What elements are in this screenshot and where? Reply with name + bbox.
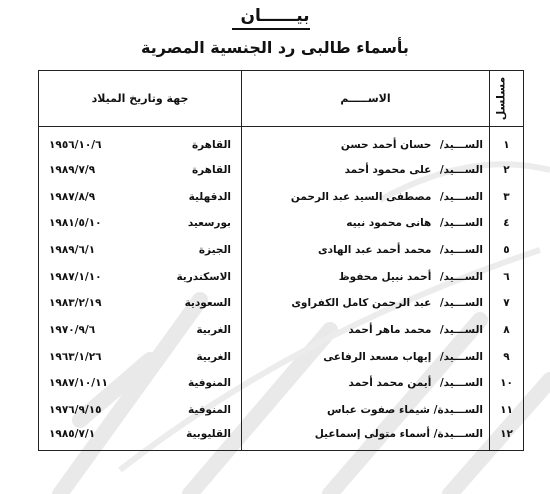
row-birth-cell	[39, 157, 242, 184]
row-birth-wrap	[49, 139, 231, 151]
row-serial: ١	[490, 127, 524, 157]
row-serial: ٩	[490, 343, 524, 370]
row-honorific: الســـيدة/	[433, 428, 483, 441]
row-birthplace: القاهرة	[191, 138, 231, 151]
row-birthplace: الغربية	[196, 350, 231, 363]
table-row	[39, 237, 524, 264]
row-birthdate: ١٩٧٦/٩/١٥	[49, 404, 102, 417]
row-name-cell	[242, 370, 490, 397]
row-name-cell	[242, 343, 490, 370]
table-row	[39, 343, 524, 370]
row-birth-cell	[39, 370, 242, 397]
row-birth-wrap	[49, 404, 231, 416]
applicants-table	[38, 70, 524, 451]
row-birthdate: ١٩٨٣/٢/١٩	[49, 297, 102, 310]
row-serial: ١٢	[490, 423, 524, 450]
table-row	[39, 157, 524, 184]
row-name-cell	[242, 237, 490, 264]
row-name-cell	[242, 397, 490, 424]
row-birth-cell	[39, 290, 242, 317]
row-birthplace: الاسكندرية	[176, 270, 231, 283]
document-subtitle: بأسماء طالبى رد الجنسية المصرية	[141, 38, 409, 57]
row-birthplace: القاهرة	[191, 163, 231, 176]
row-birth-wrap	[49, 271, 231, 283]
row-birth-cell	[39, 127, 242, 157]
table-row	[39, 370, 524, 397]
row-birthplace: الجيزة	[198, 243, 231, 256]
row-birth-wrap	[49, 217, 231, 229]
row-birth-cell	[39, 237, 242, 264]
row-serial: ٨	[490, 317, 524, 344]
row-birth-wrap	[49, 191, 231, 203]
row-honorific: الســـيد/	[439, 190, 483, 203]
column-header-serial: مسلسل	[490, 71, 524, 127]
row-name: شيماء صفوت عباس	[326, 404, 430, 417]
row-birth-wrap	[49, 377, 231, 389]
row-birthplace: القليوبية	[186, 428, 231, 441]
row-honorific: الســـيد/	[439, 270, 483, 283]
row-name: محمد أحمد عبد الهادى	[317, 243, 432, 256]
row-birth-wrap	[49, 324, 231, 336]
table-row	[39, 290, 524, 317]
row-birth-wrap	[49, 351, 231, 363]
row-honorific: الســـيد/	[439, 297, 483, 310]
row-birth-cell	[39, 210, 242, 237]
row-birth-cell	[39, 263, 242, 290]
row-birth-cell	[39, 183, 242, 210]
row-birthdate: ١٩٧٠/٩/٦	[49, 323, 96, 336]
row-birthdate: ١٩٨٩/٧/٩	[49, 163, 96, 176]
row-birth-wrap	[49, 428, 231, 440]
row-name: مصطفى السيد عبد الرحمن	[290, 190, 432, 203]
row-birthdate: ١٩٦٣/١/٢٦	[49, 350, 102, 363]
row-name: عبد الرحمن كامل الكفراوى	[291, 297, 432, 310]
row-birthplace: السعودية	[184, 297, 231, 310]
row-birth-cell	[39, 397, 242, 424]
row-name: إيهاب مسعد الرفاعى	[323, 350, 432, 363]
row-serial: ٧	[490, 290, 524, 317]
row-birth-wrap	[49, 297, 231, 309]
row-name: أسماء متولى إسماعيل	[314, 428, 430, 441]
row-birthplace: المنوفية	[188, 377, 231, 390]
table-row	[39, 317, 524, 344]
row-birthplace: الغربية	[196, 323, 231, 336]
row-serial: ١١	[490, 397, 524, 424]
row-honorific: الســـيد/	[439, 243, 483, 256]
row-birthdate: ١٩٨٧/٨/٩	[49, 190, 96, 203]
row-serial: ٤	[490, 210, 524, 237]
row-birthplace: الدقهلية	[188, 190, 231, 203]
row-honorific: الســـيد/	[439, 350, 483, 363]
row-name-cell	[242, 423, 490, 450]
row-birthdate: ١٩٨٧/١/١٠	[49, 270, 102, 283]
column-header-name: الاســـــم	[242, 71, 490, 127]
row-name-cell	[242, 263, 490, 290]
row-birth-cell	[39, 423, 242, 450]
table-row	[39, 263, 524, 290]
row-birthdate: ١٩٥٦/١٠/٦	[49, 138, 102, 151]
row-birth-wrap	[49, 244, 231, 256]
row-honorific: الســـيد/	[439, 323, 483, 336]
row-name-cell	[242, 317, 490, 344]
row-name: حسان أحمد حسن	[340, 138, 432, 151]
row-serial: ٦	[490, 263, 524, 290]
column-header-birth: جهة وتاريخ الميلاد	[39, 71, 242, 127]
row-birthplace: بورسعيد	[187, 217, 231, 230]
row-name-cell	[242, 183, 490, 210]
table-row	[39, 210, 524, 237]
row-birthdate: ١٩٨٩/٦/١	[49, 243, 96, 256]
document-title: بيــــــان	[240, 6, 310, 26]
row-name-cell	[242, 210, 490, 237]
row-honorific: الســـيد/	[439, 163, 483, 176]
table-row	[39, 183, 524, 210]
row-serial: ٥	[490, 237, 524, 264]
row-name: على محمود أحمد	[344, 163, 432, 176]
row-serial: ٣	[490, 183, 524, 210]
title-underline	[232, 28, 310, 30]
row-honorific: الســـيد/	[439, 217, 483, 230]
row-birth-cell	[39, 317, 242, 344]
table-row	[39, 127, 524, 157]
row-serial: ٢	[490, 157, 524, 184]
row-name: أيمن محمد أحمد	[348, 377, 432, 390]
table-row	[39, 423, 524, 450]
row-name-cell	[242, 157, 490, 184]
row-serial: ١٠	[490, 370, 524, 397]
row-birthdate: ١٩٨٥/٧/١	[49, 428, 96, 441]
row-name-cell	[242, 290, 490, 317]
table-header-row	[39, 71, 524, 127]
table-row	[39, 397, 524, 424]
row-birthplace: المنوفية	[188, 404, 231, 417]
row-honorific: الســـيد/	[439, 377, 483, 390]
row-name-cell	[242, 127, 490, 157]
row-birth-wrap	[49, 164, 231, 176]
row-birth-cell	[39, 343, 242, 370]
row-birthdate: ١٩٨١/٥/١٠	[49, 217, 102, 230]
row-name: محمد ماهر أحمد	[348, 323, 432, 336]
row-name: هانى محمود نبيه	[346, 217, 432, 230]
row-name: أحمد نبيل محفوظ	[338, 270, 432, 283]
row-honorific: الســـيد/	[439, 138, 483, 151]
row-honorific: الســـيدة/	[433, 404, 483, 417]
row-birthdate: ١٩٨٧/١٠/١١	[49, 377, 108, 390]
